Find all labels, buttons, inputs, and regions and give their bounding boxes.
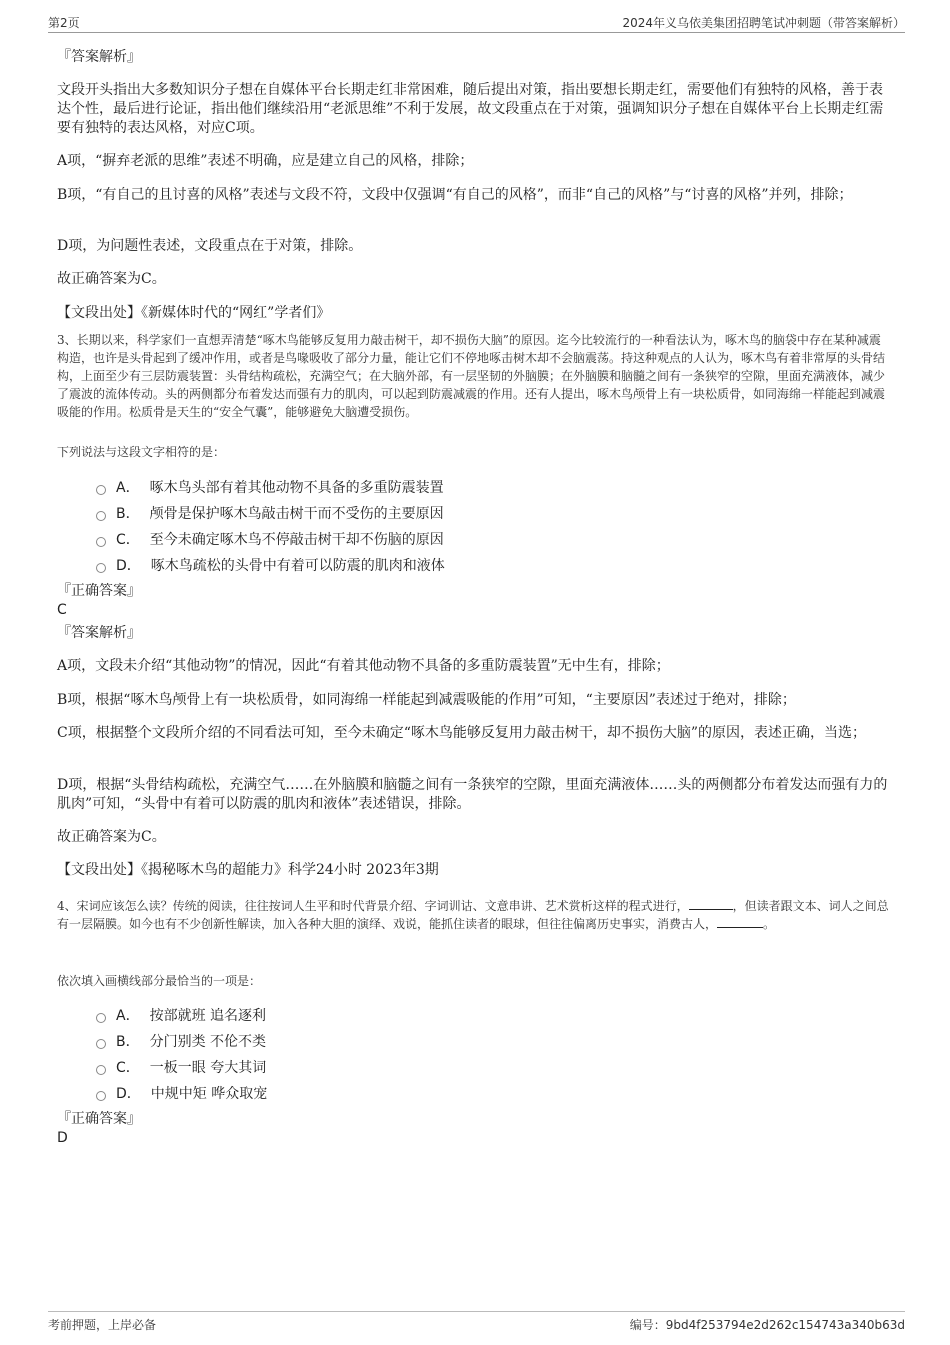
q2-a-item: A项，“摒弃老派的思维”表述不明确，应是建立自己的风格，排除； bbox=[57, 153, 474, 169]
q4-prompt-block bbox=[57, 972, 892, 990]
q3-option-c-analysis bbox=[57, 724, 892, 743]
q3-a-item: A项，文段未介绍“其他动物”的情况，因此“有着其他动物不具备的多重防震装置”无中生有，排除； bbox=[57, 658, 670, 674]
q3-analysis-label-block bbox=[57, 624, 892, 643]
q2-b-item: B项，“有自己的且讨喜的风格”表述与文段不符，文段中仅强调“有自己的风格”，而非“自己的风格”与“讨喜的风格”并列，排除； bbox=[57, 187, 853, 203]
q4-answer-label: 『正确答案』 bbox=[57, 1111, 141, 1127]
option-letter: B． bbox=[116, 506, 140, 522]
q4-answer: D bbox=[57, 1130, 68, 1146]
q2-source: 【文段出处】《新媒体时代的“网红”学者们》 bbox=[57, 305, 331, 321]
q4-stem bbox=[57, 897, 892, 933]
document-title: 2024年义乌依美集团招聘笔试冲刺题（带答案解析） bbox=[622, 16, 905, 30]
radio-icon[interactable] bbox=[96, 511, 106, 521]
q3-source-block bbox=[57, 861, 892, 880]
q4-blank-2 bbox=[717, 915, 763, 928]
option-letter: A． bbox=[116, 480, 140, 496]
q3-option-a-analysis bbox=[57, 657, 892, 676]
q4-options bbox=[96, 1002, 890, 1106]
q2-analysis-block bbox=[57, 81, 892, 138]
q3-conclusion: 故正确答案为C。 bbox=[57, 829, 166, 845]
q3-option-b[interactable] bbox=[96, 500, 890, 526]
q3-answer-label: 『正确答案』 bbox=[57, 583, 141, 599]
option-text: 分门别类 不伦不类 bbox=[149, 1034, 267, 1050]
document-serial: 编号：9bd4f253794e2d262c154743a340b63d bbox=[629, 1318, 905, 1332]
radio-icon[interactable] bbox=[96, 1065, 106, 1075]
radio-icon[interactable] bbox=[96, 537, 106, 547]
q4-option-c[interactable] bbox=[96, 1054, 890, 1080]
q2-option-d-analysis bbox=[57, 237, 892, 256]
q3-option-d-analysis bbox=[57, 776, 892, 814]
q2-analysis-label-block bbox=[57, 48, 892, 67]
footer-note: 考前押题，上岸必备 bbox=[48, 1318, 157, 1332]
page-number: 第2页 bbox=[48, 16, 80, 30]
radio-icon[interactable] bbox=[96, 485, 106, 495]
q2-option-a-analysis bbox=[57, 152, 892, 171]
page-footer bbox=[48, 1311, 905, 1334]
option-letter: D． bbox=[116, 558, 141, 574]
q2-analysis-text: 文段开头指出大多数知识分子想在自媒体平台长期走红非常困难，随后提出对策，指出要想长期走红，需要他们有独特的风格，善于表达个性，最后进行论证，指出他们继续沿用“老派思维”不利于发展，故文段重点在于对策，强调知识分子想在自媒体平台上长期走红需要有独特的表达风格，对应C项。 bbox=[57, 82, 884, 136]
q2-conclusion-block bbox=[57, 270, 892, 289]
q3-stem: 3、长期以来，科学家们一直想弄清楚“啄木鸟能够反复用力敲击树干，却不损伤大脑”的原因。迄今比较流行的一种看法认为，啄木鸟的脑袋中存在某种减震构造，也许是头骨起到了缓冲作用，或者是鸟喙吸收了部分力量，能让它们不停地啄击树木却不会脑震荡。持这种观点的人认为，啄木鸟有着非常厚的头骨结构，上面至少有三层防震装置：头骨结构疏松，充满空气；在大脑外部，有一层坚韧的外脑膜；在外脑膜和脑髓之间有一条狭窄的空隙，里面充满液体，减少了震波的流体传动。头的两侧都分布着发达而强有力的肌肉，可以起到防震减震的作用。还有人提出，啄木鸟颅骨上有一块松质骨，如同海绵一样能起到减震吸能的作用。松质骨是天生的“安全气囊”，能够避免大脑遭受损伤。 bbox=[57, 333, 886, 419]
option-letter: B． bbox=[116, 1034, 140, 1050]
radio-icon[interactable] bbox=[96, 563, 106, 573]
q4-option-b[interactable] bbox=[96, 1028, 890, 1054]
q3-prompt-block bbox=[57, 443, 892, 461]
q3-option-b-analysis bbox=[57, 691, 892, 710]
q2-d-item: D项，为问题性表述，文段重点在于对策，排除。 bbox=[57, 238, 363, 254]
q3-option-c[interactable] bbox=[96, 526, 890, 552]
q3-b-item: B项，根据“啄木鸟颅骨上有一块松质骨，如同海绵一样能起到减震吸能的作用”可知，“主要原因”表述过于绝对，排除； bbox=[57, 692, 796, 708]
q3-stem-block bbox=[57, 331, 892, 421]
q3-source: 【文段出处】《揭秘啄木鸟的超能力》科学24小时 2023年3期 bbox=[57, 862, 439, 878]
q4-prompt: 依次填入画横线部分最恰当的一项是： bbox=[57, 974, 262, 988]
q4-stem-part2: ，但读者跟文本、词人之间总有一层隔膜。如今也有不少创新性解读，加入各种大胆的演绎、戏说，能抓住读者的眼球，但往往偏离历史事实，消费古人， bbox=[57, 899, 889, 931]
q4-option-a[interactable] bbox=[96, 1002, 890, 1028]
option-text: 中规中矩 哗众取宠 bbox=[150, 1086, 268, 1102]
q2-source-block bbox=[57, 304, 892, 323]
option-letter: C． bbox=[116, 532, 140, 548]
page-header bbox=[48, 14, 905, 33]
q4-stem-part3: 。 bbox=[763, 917, 776, 931]
q3-option-a[interactable] bbox=[96, 474, 890, 500]
q4-stem-block bbox=[57, 897, 892, 933]
option-text: 颅骨是保护啄木鸟敲击树干而不受伤的主要原因 bbox=[149, 506, 444, 522]
option-letter: C． bbox=[116, 1060, 140, 1076]
q4-blank-1 bbox=[689, 897, 733, 910]
q3-d-item: D项，根据“头骨结构疏松，充满空气……在外脑膜和脑髓之间有一条狭窄的空隙，里面充满液体……头的两侧都分布着发达而强有力的肌肉”可知，“头骨中有着可以防震的肌肉和液体”表述错误，排除。 bbox=[57, 777, 888, 812]
option-text: 啄木鸟头部有着其他动物不具备的多重防震装置 bbox=[149, 480, 444, 496]
q3-answer-block bbox=[57, 582, 892, 620]
q4-option-d[interactable] bbox=[96, 1080, 890, 1106]
option-letter: A． bbox=[116, 1008, 140, 1024]
q3-answer: C bbox=[57, 602, 67, 618]
option-letter: D． bbox=[116, 1086, 141, 1102]
radio-icon[interactable] bbox=[96, 1039, 106, 1049]
q3-prompt: 下列说法与这段文字相符的是： bbox=[57, 445, 226, 459]
q2-conclusion: 故正确答案为C。 bbox=[57, 271, 166, 287]
option-text: 啄木鸟疏松的头骨中有着可以防震的肌肉和液体 bbox=[150, 558, 445, 574]
radio-icon[interactable] bbox=[96, 1091, 106, 1101]
q3-analysis-label: 『答案解析』 bbox=[57, 625, 141, 641]
q3-c-item: C项，根据整个文段所介绍的不同看法可知，至今未确定“啄木鸟能够反复用力敲击树干，却不损伤大脑”的原因，表述正确，当选； bbox=[57, 725, 867, 741]
q2-option-b-analysis bbox=[57, 186, 892, 205]
radio-icon[interactable] bbox=[96, 1013, 106, 1023]
option-text: 至今未确定啄木鸟不停敲击树干却不伤脑的原因 bbox=[149, 532, 444, 548]
q3-options bbox=[96, 474, 890, 578]
q4-stem-part1: 4、宋词应该怎么读？传统的阅读，往往按词人生平和时代背景介绍、字词训诂、文意串讲、艺术赏析这样的程式进行， bbox=[57, 899, 689, 913]
q3-option-d[interactable] bbox=[96, 552, 890, 578]
option-text: 按部就班 追名逐利 bbox=[149, 1008, 267, 1024]
q2-analysis-label: 『答案解析』 bbox=[57, 49, 141, 65]
q4-answer-block bbox=[57, 1110, 892, 1148]
q3-conclusion-block bbox=[57, 828, 892, 847]
option-text: 一板一眼 夸大其词 bbox=[149, 1060, 267, 1076]
